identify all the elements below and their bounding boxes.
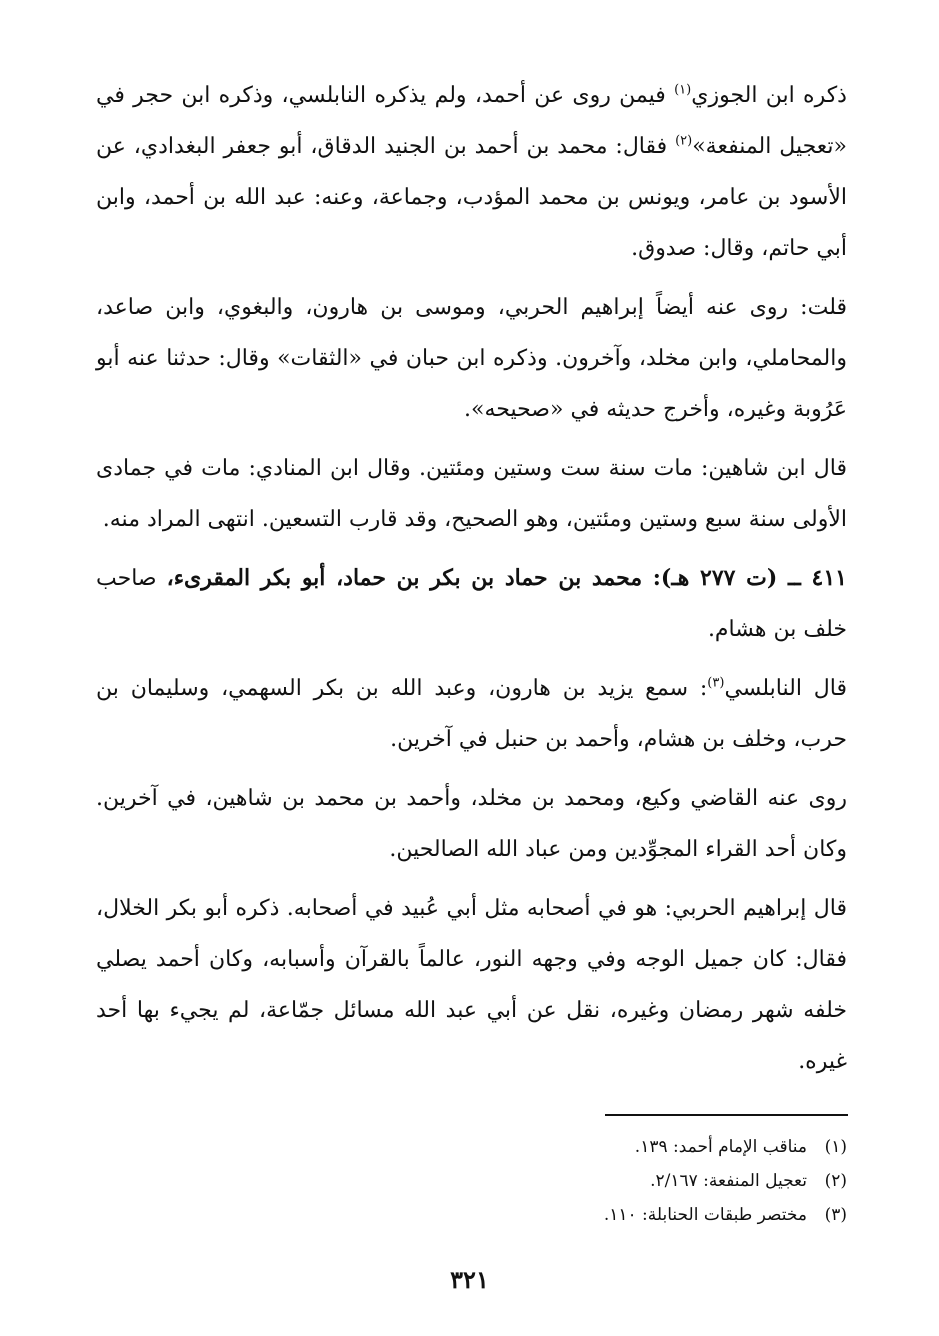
footnote-ref-2: (٢) [675,133,693,149]
page-number: ٣٢١ [450,1265,489,1294]
footnote-2 [247,1164,847,1198]
paragraph-1-text-a: ذكره ابن الجوزي [691,83,847,108]
main-text [96,70,847,1095]
paragraph-5-text-a: قال النابلسي [724,676,847,701]
paragraph-6: روى عنه القاضي وكيع، ومحمد بن مخلد، وأحمد بن محمد بن شاهين، في آخرين. وكان أحد القراء المجوِّدين ومن عباد الله الصالحين. [96,786,847,862]
footnote-ref-3: (٣) [707,675,725,691]
footnote-text: مناقب الإمام أحمد: ١٣٩. [634,1137,807,1157]
paragraph-2: قلت: روى عنه أيضاً إبراهيم الحربي، وموسى بن هارون، والبغوي، وابن صاعد، والمحاملي، وابن مخلد، وآخرون. وذكره ابن حبان في «الثقات» وقال: حدثنا عنه أبو عَرُوبة وغيره، وأخرج حديثه في «صحيحه». [96,295,847,422]
entry-title: ٤١١ ــ (ت ٢٧٧ هـ): محمد بن حماد بن بكر بن حماد، أبو بكر المقرىء، [166,565,847,591]
footnote-divider [605,1114,848,1116]
footnote-number: (٢) [824,1171,847,1191]
footnote-text: مختصر طبقات الحنابلة: ١١٠. [603,1205,807,1225]
paragraph-1-text-b: فيمن روى عن أحمد، ولم يذكره النابلسي، وذكره ابن حجر في «تعجيل المنفعة» [96,83,847,159]
paragraph-5-text-b: : سمع يزيد بن هارون، وعبد الله بن بكر السهمي، وسليمان بن حرب، وخلف بن هشام، وأحمد بن حنبل في آخرين. [96,676,847,752]
paragraph-7: قال إبراهيم الحربي: هو في أصحابه مثل أبي عُبيد في أصحابه. ذكره أبو بكر الخلال، فقال: كان جميل الوجه وفي وجهه النور، عالماً بالقرآن وأسبابه، وكان أحمد يصلي خلفه شهر رمضان وغيره، نقل عن أبي عبد الله مسائل جمّاعة، لم يجيء بها أحد غيره. [96,896,847,1074]
paragraph-3: قال ابن شاهين: مات سنة ست وستين ومئتين. وقال ابن المنادي: مات في جمادى الأولى سنة سبع وستين ومئتين، وهو الصحيح، وقد قارب التسعين. انتهى المراد منه. [96,456,847,532]
entry-subtitle: صاحب خلف بن هشام. [96,566,847,642]
footnote-text: تعجيل المنفعة: ٢/١٦٧. [650,1171,807,1191]
paragraph-1-text-c: فقال: محمد بن أحمد بن الجنيد الدقاق، أبو جعفر البغدادي، عن الأسود بن عامر، ويونس بن محمد المؤدب، وجماعة، وعنه: عبد الله بن أحمد، وابن أبي حاتم، وقال: صدوق. [96,134,847,261]
paragraph-5 [96,663,847,765]
entry-heading-411 [96,553,847,655]
paragraph-1 [96,70,847,274]
footnote-number: (١) [824,1137,847,1157]
footnote-number: (٣) [824,1205,847,1225]
footnote-1 [247,1130,847,1164]
footnote-ref-1: (١) [674,82,692,98]
footnote-3 [247,1198,847,1232]
footnotes [247,1130,847,1232]
